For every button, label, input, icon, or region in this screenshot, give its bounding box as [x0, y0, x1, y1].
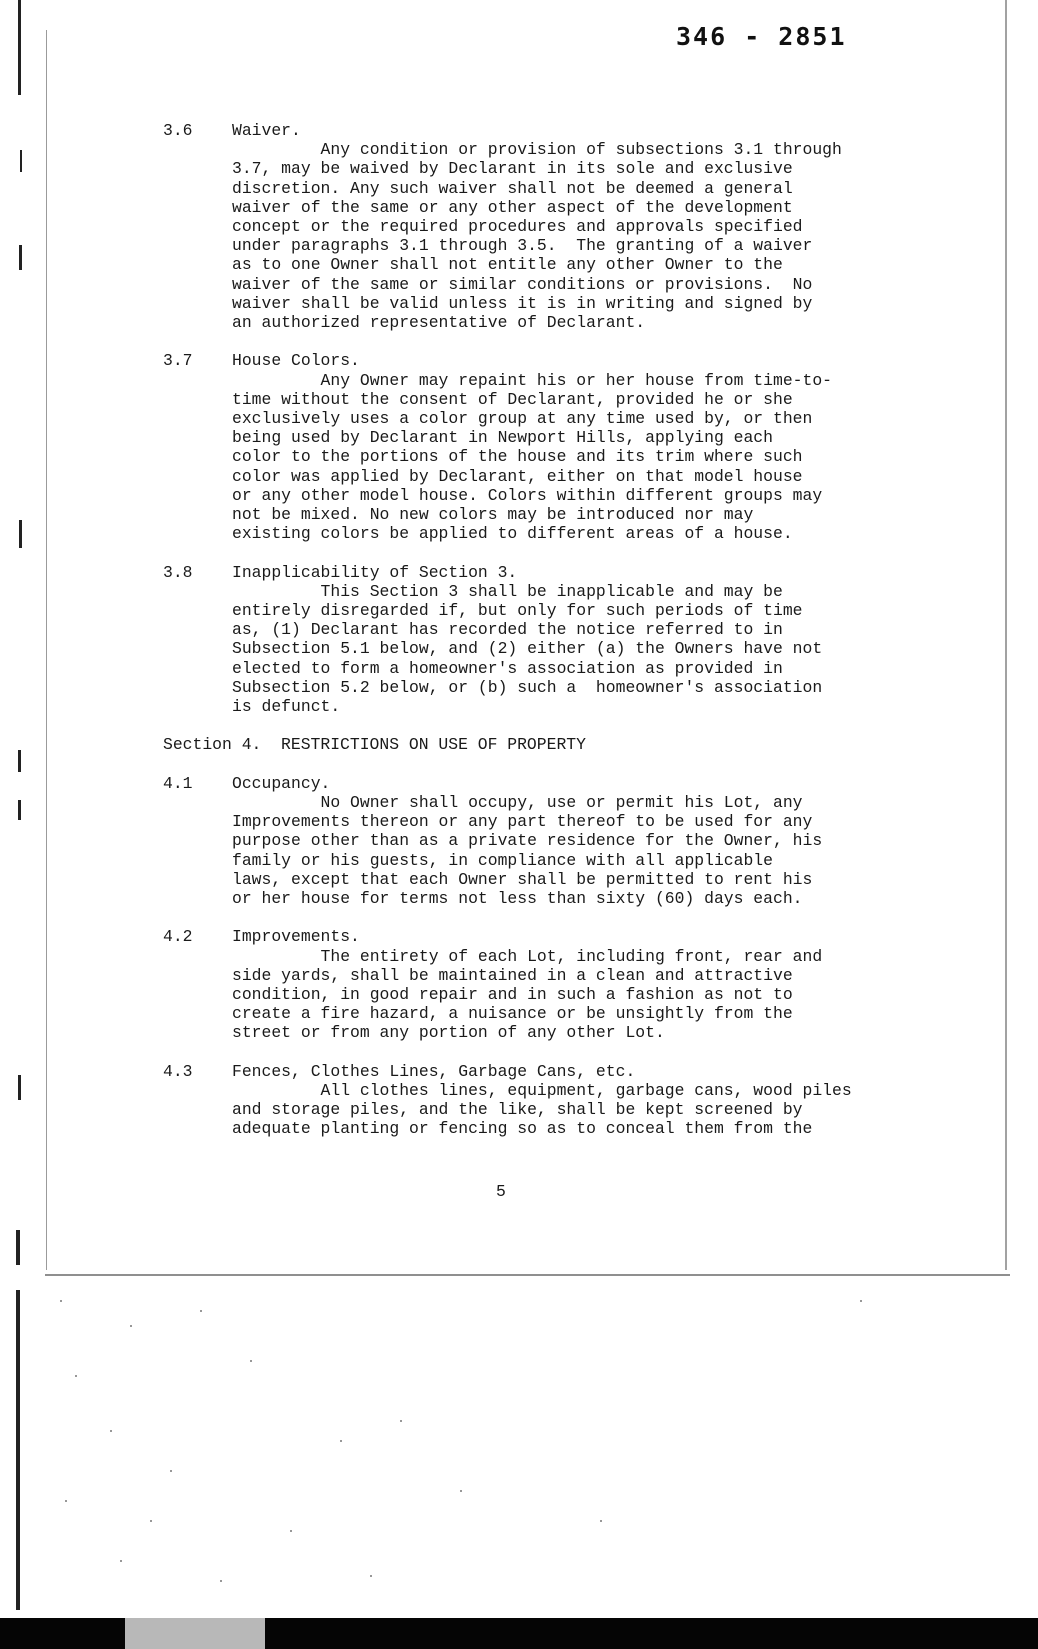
text-line: laws, except that each Owner shall be permitted to rent his [232, 869, 813, 889]
document-body [163, 121, 923, 1158]
section-4-3 [163, 1062, 923, 1139]
text-line: time without the consent of Declarant, provided he or she [232, 389, 793, 409]
scan-bottom-edge-line [45, 1274, 1010, 1276]
section-text [232, 140, 923, 332]
text-line: condition, in good repair and in such a fashion as not to [232, 985, 793, 1005]
section-number: 4.2 [163, 927, 193, 947]
text-line: under paragraphs 3.1 through 3.5. The granting of a waiver [232, 236, 813, 256]
section-4-2 [163, 927, 923, 1042]
text-line: waiver shall be valid unless it is in writing and signed by [232, 293, 813, 313]
text-line: create a fire hazard, a nuisance or be unsightly from the [232, 1004, 793, 1024]
section-title: Waiver. [232, 121, 301, 140]
text-line: street or from any portion of any other Lot. [232, 1023, 665, 1043]
text-line: color was applied by Declarant, either on that model house [232, 466, 803, 486]
text-line: side yards, shall be maintained in a clean and attractive [232, 965, 793, 985]
text-line: exclusively uses a color group at any time used by, or then [232, 409, 813, 429]
page-number: 5 [496, 1182, 506, 1201]
text-line: family or his guests, in compliance with all applicable [232, 850, 773, 870]
section-4-1 [163, 774, 923, 908]
text-line: or any other model house. Colors within different groups may [232, 485, 823, 505]
text-line: Improvements thereon or any part thereof to be used for any [232, 812, 813, 832]
section-number: 4.3 [163, 1061, 193, 1081]
text-line: is defunct. [232, 697, 341, 717]
text-line: existing colors be applied to different areas of a house. [232, 524, 793, 544]
section-text [232, 947, 923, 1043]
scan-noise [40, 1280, 1000, 1610]
section-title: Occupancy. [232, 773, 331, 793]
section-text [232, 371, 923, 544]
text-line: Any Owner may repaint his or her house from time-to- [232, 370, 832, 390]
text-line: The entirety of each Lot, including front, rear and [232, 946, 823, 966]
text-line: waiver of the same or any other aspect of the development [232, 197, 793, 217]
text-line: discretion. Any such waiver shall not be deemed a general [232, 178, 793, 198]
text-line: entirely disregarded if, but only for such periods of time [232, 601, 803, 621]
text-line: being used by Declarant in Newport Hills, applying each [232, 428, 773, 448]
text-line: or her house for terms not less than sixty (60) days each. [232, 889, 803, 909]
text-line: color to the portions of the house and its trim where such [232, 447, 803, 467]
text-line: elected to form a homeowner's association as provided in [232, 658, 783, 678]
text-line: No Owner shall occupy, use or permit his Lot, any [232, 793, 803, 813]
text-line: Subsection 5.1 below, and (2) either (a) the Owners have not [232, 639, 823, 659]
section-3-6 [163, 121, 923, 332]
section-title: House Colors. [232, 351, 360, 371]
section-title: Inapplicability of Section 3. [232, 562, 518, 582]
text-line: Subsection 5.2 below, or (b) such a homeowner's association [232, 677, 823, 697]
text-line: concept or the required procedures and approvals specified [232, 217, 803, 237]
text-line: This Section 3 shall be inapplicable and may be [232, 581, 783, 601]
section-3-7 [163, 351, 923, 543]
text-line: and storage piles, and the like, shall be kept screened by [232, 1100, 803, 1120]
scan-right-edge-line [1005, 0, 1007, 1270]
text-line: 3.7, may be waived by Declarant in its sole and exclusive [232, 159, 793, 179]
section-text [232, 1081, 923, 1139]
section-number: 3.8 [163, 562, 193, 582]
text-line: Any condition or provision of subsections 3.1 through [232, 140, 842, 160]
scan-bottom-bar [0, 1618, 1038, 1649]
section-number: 3.7 [163, 351, 193, 371]
section-title: Improvements. [232, 927, 360, 947]
text-line: an authorized representative of Declarant. [232, 313, 646, 333]
text-line: waiver of the same or similar conditions or provisions. No [232, 274, 813, 294]
section-text [232, 793, 923, 908]
section-title: Fences, Clothes Lines, Garbage Cans, etc. [232, 1061, 636, 1081]
text-line: as to one Owner shall not entitle any other Owner to the [232, 255, 783, 275]
section-text [232, 582, 923, 716]
document-number: 346 - 2851 [676, 22, 847, 51]
text-line: purpose other than as a private residence for the Owner, his [232, 831, 823, 851]
section-number: 4.1 [163, 773, 193, 793]
section-4-heading: Section 4. RESTRICTIONS ON USE OF PROPERTY [163, 735, 586, 755]
section-number: 3.6 [163, 121, 193, 140]
text-line: as, (1) Declarant has recorded the notice referred to in [232, 620, 783, 640]
text-line: not be mixed. No new colors may be introduced nor may [232, 505, 754, 525]
text-line: adequate planting or fencing so as to conceal them from the [232, 1119, 813, 1139]
section-3-8 [163, 563, 923, 717]
text-line: All clothes lines, equipment, garbage cans, wood piles [232, 1081, 852, 1101]
